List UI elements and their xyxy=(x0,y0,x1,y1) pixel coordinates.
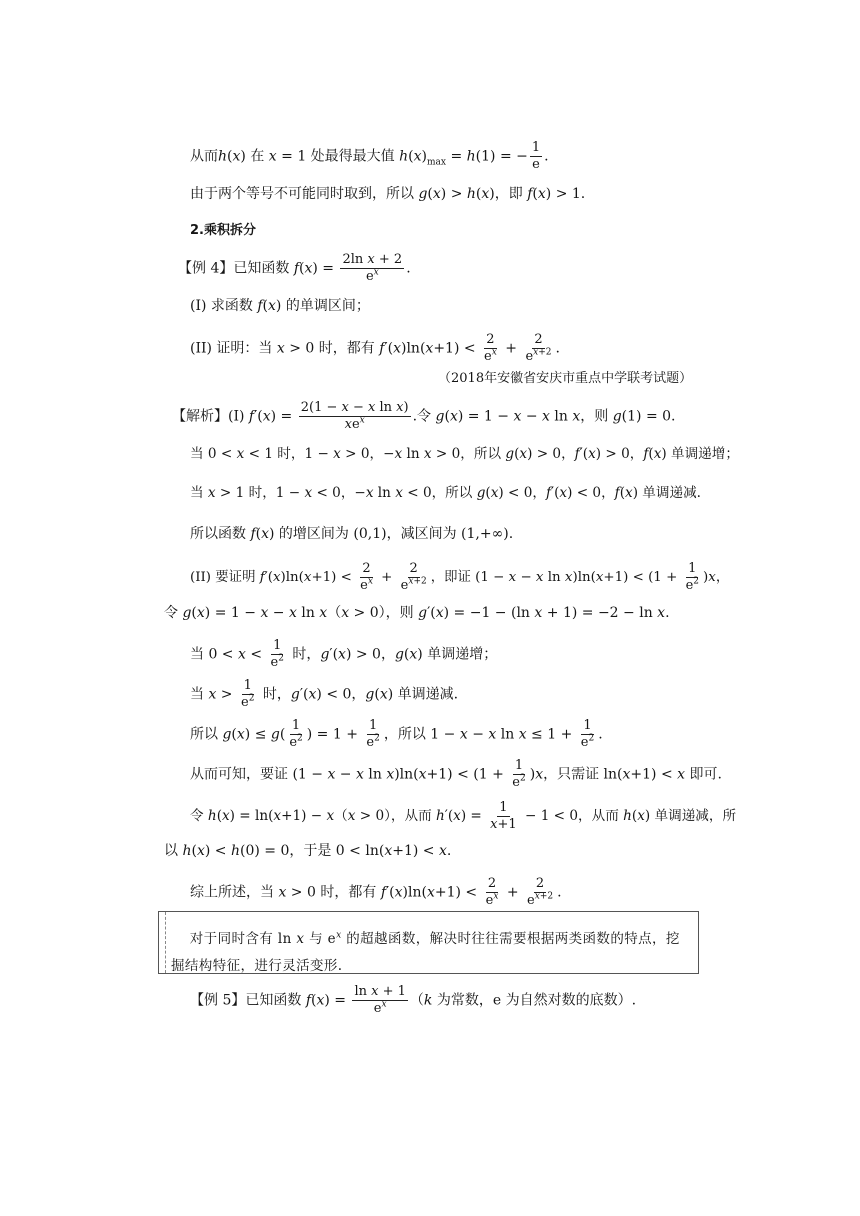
solution-increasing-case: 当 0 < x < 1 时，1 − x > 0，−x ln x > 0，所以 g(x) > 0，f′(x) > 0，f(x) 单调递增； xyxy=(190,446,739,462)
note-box-text: 对于同时含有 ln x 与 $e^x$ 的超越函数，解决时往往需要根据两类函数的特点，挖掘结构特征，进行灵活变形. xyxy=(171,930,680,974)
solution-part-2-goal: (II) 要证明 f′(x)ln(x+1) < $\frac{2}{e^x}$ + $\frac{2}{e^{x+2}}$ ，即证 (1 − x − x ln x)ln(x+1) < (1 + $\frac{1}{e^2}$ )x， xyxy=(190,561,730,593)
solution-part-1: 【解析】(I) f′(x) = $\frac{\text{2(1 − x − x ln x)}}{xe^x}$ .令 g(x) = 1 − x − x ln x，则 g(1) = 0. xyxy=(172,400,676,432)
question-part-1: (I) 求函数 f(x) 的单调区间； xyxy=(190,298,370,314)
note-box xyxy=(158,911,699,974)
solution-reduce: 从而可知，要证 (1 − x − x ln x)ln(x+1) < (1 + $\frac{1}{e^2}$ )x，只需证 ln(x+1) < x 即可. xyxy=(190,758,722,790)
example-4-title: 【例 4】已知函数 f(x) = $\frac{\text{2ln x + 2}}{e^x}$ . xyxy=(178,252,411,284)
solution-g-increasing: 当 0 < x < $\frac{1}{e^2}$ 时，g′(x) > 0，g(x) 单调递增； xyxy=(190,638,498,670)
solution-intervals: 所以函数 f(x) 的增区间为 (0,1)，减区间为 (1,+∞). xyxy=(190,526,514,542)
text-line-conclusion: 由于两个等号不可能同时取到，所以 g(x) > h(x)，即 f(x) > 1. xyxy=(190,186,586,202)
solution-decreasing-case: 当 x > 1 时，1 − x < 0，−x ln x < 0，所以 g(x) < 0，f′(x) < 0，f(x) 单调递减. xyxy=(190,485,702,501)
solution-g-decreasing: 当 x > $\frac{1}{e^2}$ 时，g′(x) < 0，g(x) 单调递减. xyxy=(190,678,459,710)
solution-summary: 综上所述，当 x > 0 时，都有 f′(x)ln(x+1) < $\frac{2}{e^x}$ + $\frac{2}{e^{x+2}}$ . xyxy=(190,876,562,908)
solution-define-g: 令 g(x) = 1 − x − x ln x（x > 0），则 g′(x) = −1 − (ln x + 1) = −2 − ln x. xyxy=(164,605,670,621)
text-line-max-value: 从而h(x) 在 x = 1 处最得最大值 $h(x)_{max} = h(1)$ = − $\frac{1}{e}$ . xyxy=(190,140,549,172)
solution-h-result: 以 h(x) < h(0) = 0，于是 0 < ln(x+1) < x. xyxy=(164,843,452,859)
source-citation: （2018年安徽省安庆市重点中学联考试题） xyxy=(438,371,693,386)
example-5-title: 【例 5】已知函数 f(x) = $\frac{\text{ln x + 1}}{e^x}$ （k 为常数，e 为自然对数的底数）. xyxy=(190,984,637,1016)
solution-define-h: 令 h(x) = ln(x+1) − x（x > 0），从而 h′(x) = $\frac{1}{x+1}$ − 1 < 0，从而 h(x) 单调递减，所 xyxy=(190,800,737,832)
solution-g-bound: 所以 g(x) ≤ g( $\frac{1}{e^2}$ ) = 1 + $\frac{1}{e^2}$ ，所以 1 − x − x ln x ≤ 1 + $\frac{1}{e^2}$ . xyxy=(190,718,603,750)
question-part-2: (II) 证明：当 x > 0 时，都有 f′(x)ln(x+1) < $\frac{2}{e^x}$ + $\frac{2}{e^{x+2}}$ . xyxy=(190,332,560,364)
section-heading: 2.乘积拆分 xyxy=(190,223,256,238)
